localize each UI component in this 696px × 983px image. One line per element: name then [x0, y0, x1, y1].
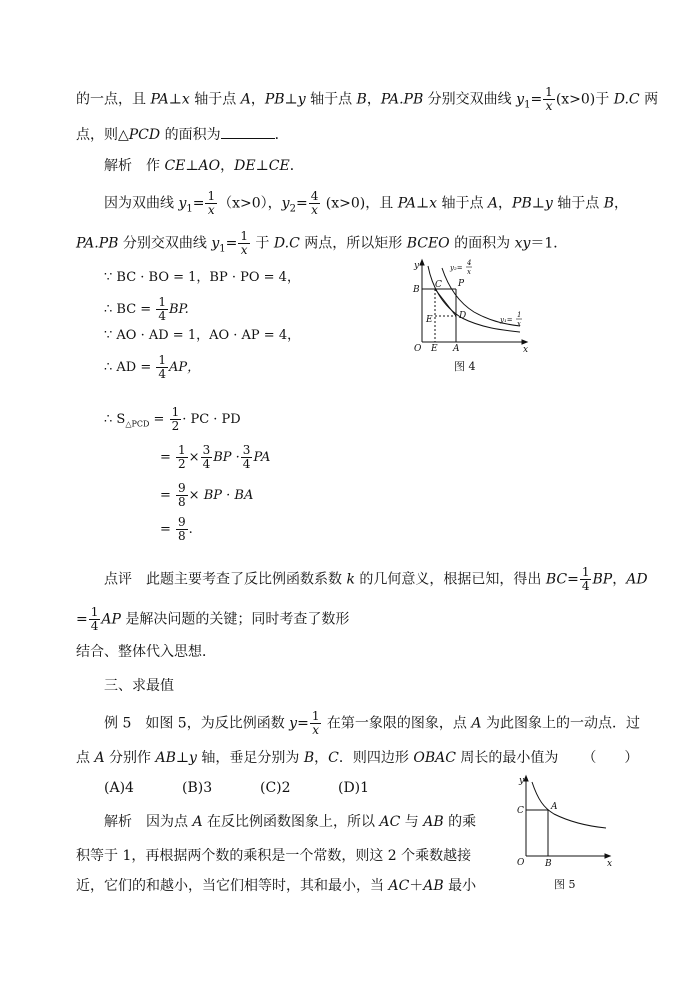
text: =	[530, 91, 543, 108]
text: ∵ BC · BO = 1，BP · PO = 4，	[104, 270, 300, 285]
text: x	[181, 91, 190, 108]
text: D.C	[273, 235, 300, 252]
equation-3	[104, 326, 300, 346]
text: =	[76, 611, 88, 628]
y-axis-arrow	[524, 776, 528, 781]
text: A	[487, 195, 499, 212]
solution5-line-3	[76, 876, 476, 896]
comment-line-2	[76, 606, 349, 633]
text: CE⊥AO	[164, 158, 221, 174]
text: ．	[289, 158, 304, 174]
text: 2	[289, 203, 296, 215]
fig4-P-label: P	[458, 279, 465, 289]
text: 积等于 1，再根据两个数的乘积是一个常数，则这 2 个乘数越接	[76, 848, 472, 864]
text: =	[160, 522, 176, 537]
problem-line-1	[76, 86, 658, 115]
text: 的面积为	[160, 127, 221, 143]
equation-2	[104, 296, 189, 323]
example5-options	[104, 778, 369, 798]
figure-5-caption: 图 5	[554, 878, 576, 891]
text: 此题主要考查了反比例函数系数	[132, 571, 347, 588]
fig4-B-label: B	[413, 285, 420, 295]
text: 的乘	[443, 814, 477, 830]
text: 三、求最值	[104, 678, 174, 694]
fig4-E-side-label: E	[426, 315, 433, 325]
text: ，	[250, 91, 265, 108]
text: ∴ AD =	[104, 360, 156, 375]
figure-4-caption: 图 4	[454, 360, 476, 373]
text: y	[211, 235, 220, 252]
text: A	[240, 91, 251, 108]
fig5-B-label: B	[545, 859, 552, 868]
fig4-E-label: E	[431, 344, 438, 354]
comment-label: 点评	[104, 571, 132, 588]
text: 在第一象限的图象，点	[322, 715, 472, 732]
text: BCEO	[406, 235, 450, 252]
solution-label: 解析	[104, 158, 132, 174]
equation-7	[160, 482, 253, 509]
text: 是解决问题的关键；同时考查了数形	[120, 611, 350, 628]
text: 1	[186, 203, 193, 215]
text: PA⊥x	[397, 195, 438, 212]
fig5-x-label: x	[607, 859, 613, 868]
fraction: $\frac{1}{4}$	[158, 295, 166, 323]
text: 点，则	[76, 127, 118, 143]
fraction: $\frac{1}{4}$	[581, 565, 590, 593]
solution-line-3	[76, 230, 567, 259]
text: 例 5 如图 5，为反比例函数	[104, 715, 290, 732]
text: 与	[400, 814, 424, 830]
fig4-y2-den: x	[467, 268, 471, 276]
text: × BP · BA	[188, 488, 254, 503]
solution-line-1	[104, 156, 304, 176]
text: y	[297, 91, 306, 108]
fraction: $\frac{9}{8}$	[178, 515, 186, 543]
text: C	[328, 750, 339, 766]
text: y	[178, 195, 187, 212]
text: 于	[250, 235, 274, 252]
text: ＝1．	[530, 235, 568, 252]
solution-label: 解析	[104, 814, 132, 830]
fig4-D-label: D	[459, 311, 467, 321]
text: ⊥	[284, 91, 298, 108]
fig4-y1-label: y₁=	[500, 316, 513, 324]
text: PB	[264, 91, 285, 108]
text: OBAC	[413, 750, 456, 766]
equation-8	[160, 516, 193, 543]
text: 周长的最小值为	[455, 750, 559, 766]
comment-line-3	[76, 642, 216, 662]
equation-4	[104, 354, 200, 381]
equation-6	[160, 444, 270, 471]
fraction: $\frac{1}{2}$	[171, 405, 180, 433]
text: ，	[614, 195, 629, 212]
fraction: $\frac{3}{4}$	[202, 443, 211, 471]
text: 的面积为	[449, 235, 515, 252]
text: (x>0)，且	[321, 195, 398, 212]
text: 点	[76, 750, 95, 766]
problem-line-2	[76, 124, 289, 145]
text: PB⊥y	[512, 195, 553, 212]
text: y	[281, 195, 290, 212]
text: k	[346, 571, 355, 588]
text: （ ）	[582, 750, 639, 766]
text: 轴，垂足分别为	[196, 750, 304, 766]
fig5-C-label: C	[517, 806, 524, 816]
fig5-A-label: A	[551, 802, 558, 812]
text: △PCD	[118, 127, 161, 143]
text: y	[289, 715, 298, 732]
text: BC	[545, 571, 568, 588]
text: B	[303, 750, 315, 766]
comment-line-1	[104, 566, 648, 593]
text: AD	[626, 571, 648, 588]
text: · PC · PD	[182, 412, 241, 427]
curve-y	[532, 782, 606, 828]
text: AC	[379, 814, 401, 830]
text: BP	[592, 571, 613, 588]
text: 两	[639, 91, 659, 108]
text: PA	[253, 450, 271, 465]
text: xy	[514, 235, 531, 252]
equation-1	[104, 268, 300, 288]
text: AP	[101, 611, 121, 628]
fraction: $\frac{1}{x}$	[207, 189, 216, 217]
text: 轴于点	[552, 195, 604, 212]
text: =	[160, 450, 176, 465]
solution-line-2	[104, 190, 628, 219]
text: 轴于点	[437, 195, 488, 212]
text: 近，它们的和越小，当它们相等时，其和最小，当	[76, 878, 389, 894]
text: =	[567, 571, 579, 588]
text: AB	[423, 814, 444, 830]
text: 在反比例函数图象上，所以	[202, 814, 380, 830]
text: A	[94, 750, 105, 766]
fraction: $\frac{1}{x}$	[240, 229, 248, 257]
text: 因为点	[132, 814, 193, 830]
fraction: $\frac{1}{4}$	[158, 353, 167, 381]
text: 为此图象上的一动点．过	[481, 715, 640, 732]
fig4-x-label: x	[523, 345, 529, 355]
text: ．则四边形	[338, 750, 414, 766]
text: 结合、整体代入思想．	[76, 644, 216, 660]
fig4-y2-num: 4	[467, 259, 472, 267]
text: B	[356, 91, 367, 108]
text: =	[149, 412, 169, 427]
text: =	[225, 235, 238, 252]
solution5-line-2	[76, 846, 471, 866]
text: .	[188, 522, 193, 537]
text: ，	[612, 571, 627, 588]
text: ，	[220, 158, 235, 174]
figure-5	[510, 772, 614, 868]
fraction: $\frac{1}{2}$	[178, 443, 186, 471]
section-title	[104, 676, 174, 696]
text: 作	[132, 158, 165, 174]
text: 因为双曲线	[104, 195, 179, 212]
text: 轴于点	[189, 91, 241, 108]
text: （x>0），	[218, 195, 282, 212]
text: =	[295, 195, 308, 212]
text: 的几何意义，根据已知，得出	[354, 571, 546, 588]
text: A	[192, 814, 203, 830]
text: 轴于点	[305, 91, 357, 108]
fraction: $\frac{1}{x}$	[311, 709, 320, 737]
fig5-y-label: y	[519, 776, 525, 786]
fig4-y-label: y	[414, 261, 420, 271]
text: 分别交双曲线	[118, 235, 212, 252]
text: AB⊥y	[155, 750, 197, 766]
x-axis-arrow	[522, 340, 527, 344]
text: 的一点，且	[76, 91, 151, 108]
text: PA	[150, 91, 169, 108]
fig4-y1-num: 1	[517, 311, 522, 319]
fig5-origin-label: O	[517, 858, 525, 868]
fraction: $\frac{1}{x}$	[545, 85, 553, 113]
text: PA.PB	[380, 91, 424, 108]
text: ×	[188, 450, 200, 465]
text: 分别作	[104, 750, 156, 766]
text: DE⊥CE	[234, 158, 290, 174]
fraction: $\frac{3}{4}$	[242, 443, 251, 471]
text: BP ·	[213, 450, 240, 465]
text: 1	[524, 99, 531, 111]
fig4-y2-label: y₂=	[450, 264, 463, 272]
text: =	[297, 715, 309, 732]
text: (x>0)于	[555, 91, 614, 108]
text: ⊥	[168, 91, 182, 108]
text: △PCD	[125, 419, 150, 429]
fig4-origin-label: O	[414, 344, 422, 354]
text: ．	[274, 127, 289, 143]
text: y	[516, 91, 525, 108]
text: =	[192, 195, 205, 212]
fraction: $\frac{4}{x}$	[310, 189, 319, 217]
option-D: (D)1	[338, 780, 370, 796]
text: BP.	[168, 302, 189, 317]
fig4-y1-den: x	[517, 320, 521, 328]
equation-5	[104, 406, 241, 435]
answer-blank	[221, 124, 275, 139]
option-B: (B)3	[182, 780, 213, 796]
text: ∴ S	[104, 412, 126, 427]
text: ，	[366, 91, 381, 108]
text: AP，	[169, 360, 201, 375]
text: ＋	[409, 878, 424, 894]
text: 1	[219, 243, 226, 255]
example5-line-2	[76, 748, 638, 768]
y-axis-arrow	[420, 260, 424, 265]
text: ，	[498, 195, 513, 212]
text: ，	[314, 750, 329, 766]
fig4-A-label: A	[453, 344, 460, 354]
text: 分别交双曲线	[423, 91, 517, 108]
text: =	[160, 488, 176, 503]
example5-line-1	[104, 710, 640, 737]
fraction: $\frac{9}{8}$	[178, 481, 186, 509]
text: D.C	[613, 91, 640, 108]
option-C: (C)2	[260, 780, 291, 796]
text: 最小	[443, 878, 477, 894]
text: AC	[388, 878, 410, 894]
text: ∴ BC =	[104, 302, 156, 317]
option-A: (A)4	[104, 780, 134, 796]
fraction: $\frac{1}{4}$	[90, 605, 99, 633]
text: PA.PB	[76, 235, 119, 252]
fig4-C-label: C	[435, 280, 442, 290]
x-axis-arrow	[605, 854, 610, 858]
solution5-line-1	[104, 812, 476, 832]
text: AB	[423, 878, 444, 894]
text: A	[471, 715, 482, 732]
text: 两点，所以矩形	[299, 235, 407, 252]
text: B	[603, 195, 615, 212]
figure-4	[402, 256, 532, 356]
text: ∵ AO · AD = 1，AO · AP = 4，	[104, 328, 301, 343]
